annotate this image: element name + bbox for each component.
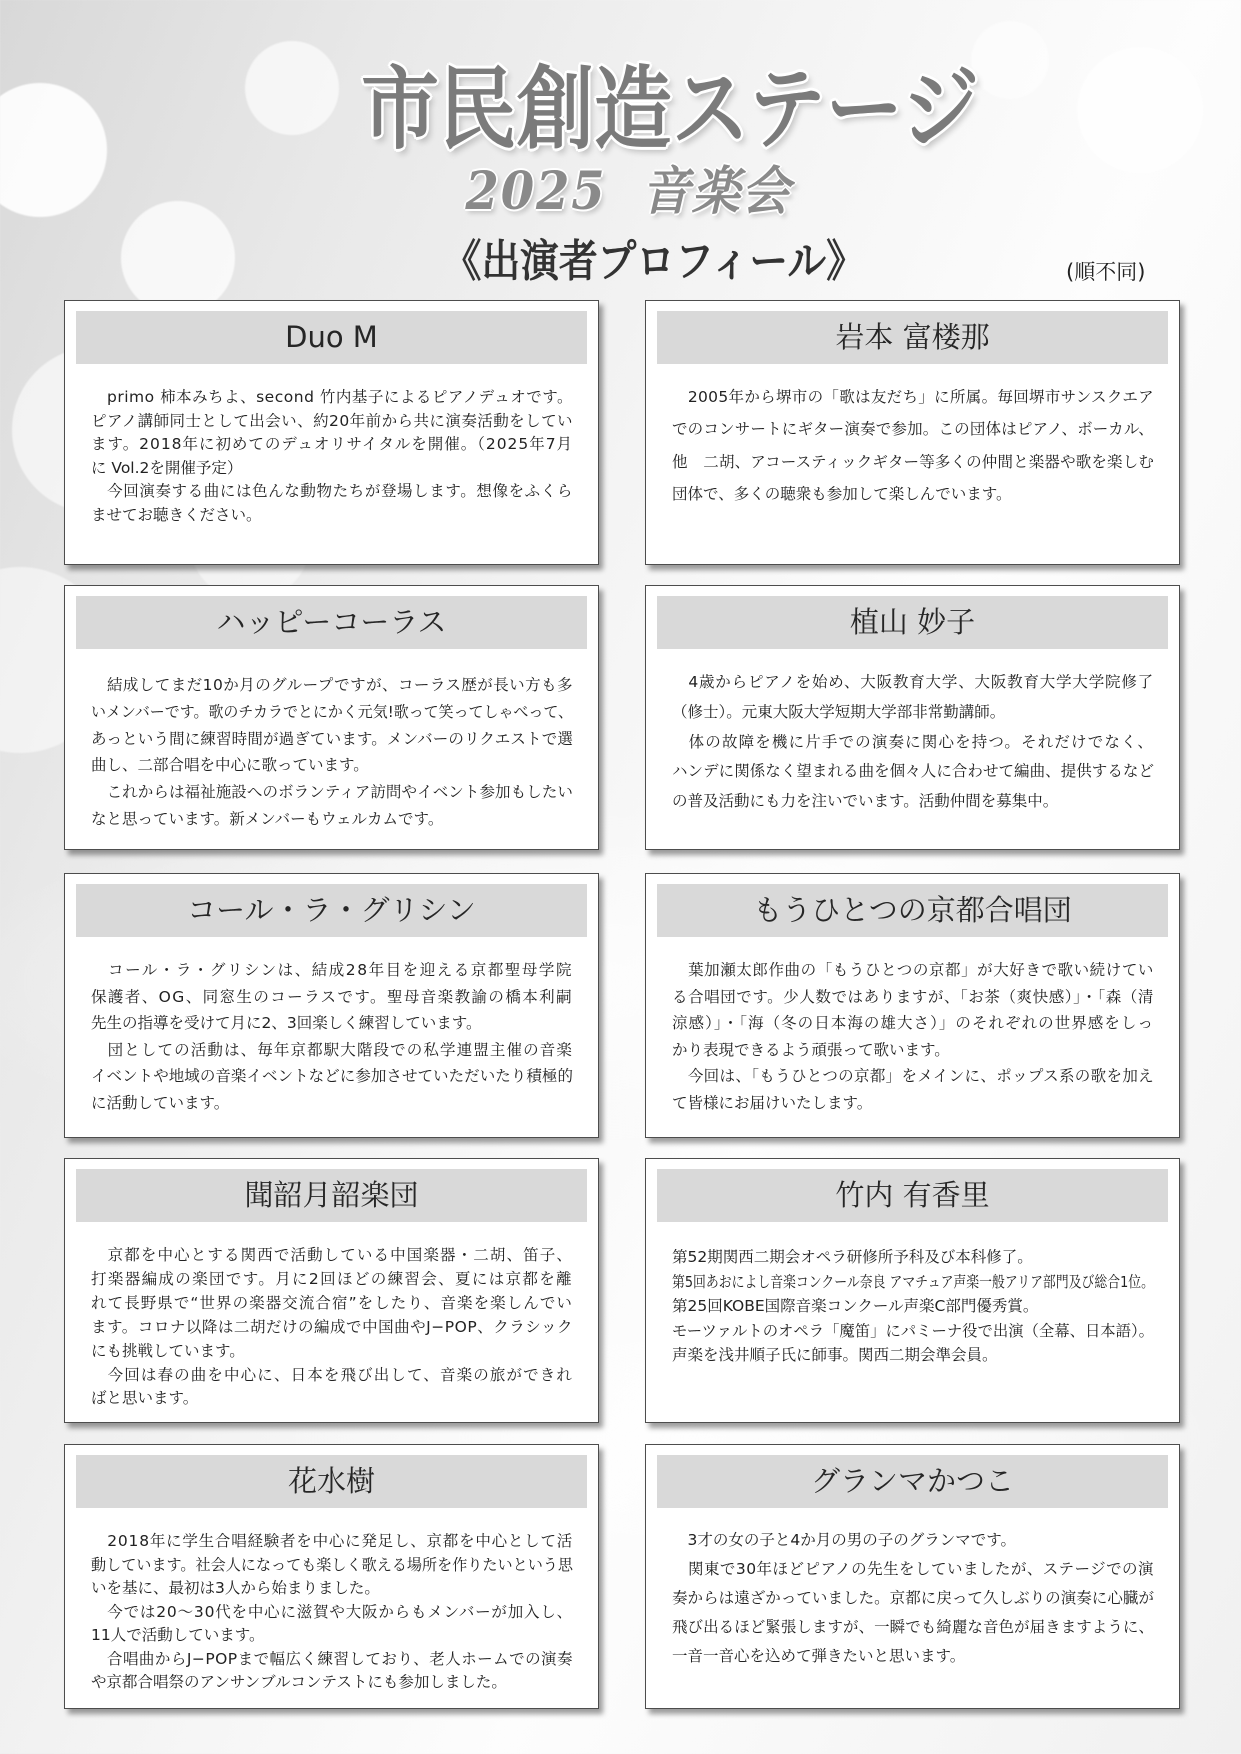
event-title: 市民創造ステージ [361, 57, 980, 162]
profile-text-line [91, 480, 573, 504]
profile-text-line [672, 787, 1154, 817]
profile-text-line-content: 動しています。社会人になっても楽しく歌える場所を作りたいという思 [91, 1555, 573, 1574]
profile-text [91, 386, 573, 528]
profile-card [64, 1158, 599, 1423]
profile-text-line-content: 11人で活動しています。 [91, 1626, 265, 1644]
profile-text-line-content: かり表現できるよう頑張って歌います。 [672, 1040, 950, 1059]
profile-name: 花水樹 [76, 1455, 587, 1508]
profile-text-line [672, 1010, 1154, 1037]
profile-text-line-content: あっという間に練習時間が過ぎています。メンバーのリクエストで選 [91, 729, 573, 748]
profile-text-line-content: 4歳からピアノを始め、大阪教育大学、大阪教育大学大学院修了 [672, 673, 1154, 691]
profile-text-line-content: 飛び出るほど緊張しますが、一瞬でも綺麗な音色が届きますように、 [672, 1618, 1154, 1636]
section-heading: 《出演者プロフィール》 [442, 236, 865, 287]
profile-text-line-content: ませてお聴きください。 [91, 505, 262, 524]
profile-text-line [91, 1316, 573, 1340]
profile-text-line [672, 957, 1154, 984]
profile-text-line [91, 1577, 573, 1601]
profile-text-line [672, 757, 1154, 787]
profile-card [645, 300, 1180, 565]
profile-text-line [91, 1601, 573, 1625]
profile-text-line [672, 478, 1154, 510]
profile-text-line [672, 1319, 1154, 1344]
profile-text-line [91, 1554, 573, 1578]
profile-text-line-content: （修士）。元東大阪大学短期大学部非常勤講師。 [672, 702, 1006, 721]
profile-text-line [672, 984, 1154, 1011]
profile-text-line-content: 声楽を浅井順子氏に師事。関西二期会準会員。 [672, 1346, 998, 1364]
profile-text-line [672, 1584, 1154, 1613]
profile-text-line-content: 京都を中心とする関西で活動している中国楽器・二胡、笛子、 [91, 1246, 573, 1264]
profile-text-line-content: れて長野県で“世界の楽器交流合宿”をしたり、音楽を楽しんでい [91, 1293, 573, 1312]
profile-text-line-content: 今回は春の曲を中心に、日本を飛び出して、音楽の旅ができれ [91, 1365, 573, 1384]
profile-text-line [91, 1244, 573, 1268]
profile-text-line-content: 他 二胡、アコースティックギター等多くの仲間と楽器や歌を楽しむ [672, 452, 1154, 471]
profile-text-line [672, 1090, 1154, 1117]
profile-text-line-content: 今回は、「もうひとつの京都」をメインに、ポップス系の歌を加え [672, 1067, 1154, 1086]
profile-text-line-content: 第25回KOBE国際音楽コンクール声楽C部門優秀賞。 [672, 1297, 1039, 1315]
profile-text-line-content: ます。2018年に初めてのデュオリサイタルを開催。（2025年7月 [91, 435, 573, 454]
profile-name: 聞韶月韶楽団 [76, 1169, 587, 1222]
profile-name: 植山 妙子 [657, 596, 1168, 649]
profile-text-line-content: 打楽器編成の楽団です。月に2回ほどの練習会、夏には京都を離 [91, 1269, 573, 1288]
profile-text-line [672, 668, 1154, 698]
profile-text-line-content: 奏からは遠ざかっていました。京都に戻って久しぶりの演奏に心臓が [672, 1589, 1154, 1607]
profile-text-line [91, 1671, 573, 1695]
profile-card [64, 585, 599, 850]
profile-text-line [672, 1343, 1154, 1368]
profile-text-line-content: の普及活動にも力を注いでいます。活動仲間を募集中。 [672, 792, 1059, 811]
profile-text-line [91, 1292, 573, 1316]
profile-text-line-content: 合唱曲からJ−POPまで幅広く練習しており、老人ホームでの演奏 [91, 1649, 573, 1668]
profile-text-line-content: いを基に、最初は3人から始まりました。 [91, 1579, 380, 1597]
profile-text-line-content: いメンバーです。歌のチカラでとにかく元気!歌って笑ってしゃべって、 [91, 702, 573, 721]
profile-card [64, 1444, 599, 1709]
profile-text-line-content: 関東で30年ほどピアノの先生をしていましたが、ステージでの演 [672, 1560, 1154, 1578]
profile-text-line [91, 1010, 573, 1037]
profile-text-line [91, 984, 573, 1011]
profile-text-line-content: 3才の女の子と4か月の男の子のグランマです。 [672, 1531, 1016, 1549]
profile-text-line-content: モーツァルトのオペラ「魔笛」にパミーナ役で出演（全幕、日本語）。 [672, 1321, 1154, 1340]
profile-text-line [91, 726, 573, 753]
profile-text-line [91, 699, 573, 726]
profile-name: コール・ラ・グリシン [76, 884, 587, 937]
profile-text-line [672, 1270, 1154, 1295]
profile-text [672, 957, 1154, 1117]
profile-card [645, 873, 1180, 1138]
event-subtitle-block [452, 160, 792, 224]
profile-text-line-content: 保護者、OG、同窓生のコーラスです。聖母音楽教諭の橋本利嗣 [91, 987, 573, 1006]
profile-card [645, 1158, 1180, 1423]
profile-text-line-content: ハンデに関係なく望まれる曲を個々人に合わせて編曲、提供するなど [672, 762, 1154, 781]
profile-text-line-content: 2005年から堺市の「歌は友だち」に所属。毎回堺市サンスクエア [672, 388, 1154, 406]
profile-text-line [672, 446, 1154, 478]
profile-text-line-content: に Vol.2を開催予定） [91, 458, 243, 477]
profile-text-line-content: る合唱団です。少人数ではありますが、「お茶（爽快感）」・「森（清 [672, 987, 1154, 1006]
profile-text-line [91, 1624, 573, 1648]
profile-text-line [91, 752, 573, 779]
profile-text-line [91, 1648, 573, 1672]
profile-text-line [672, 1294, 1154, 1319]
profile-text-line [672, 1555, 1154, 1584]
profile-text [672, 381, 1154, 510]
profile-card [645, 1444, 1180, 1709]
profile-text-line [672, 1037, 1154, 1064]
profile-text-line [91, 1387, 573, 1411]
profile-text-line-content: 2018年に学生合唱経験者を中心に発足し、京都を中心として活 [91, 1532, 573, 1550]
profile-text [672, 1526, 1154, 1671]
profile-text-line-content: 体の故障を機に片手での演奏に関心を持つ。それだけでなく、 [672, 732, 1154, 751]
profile-text-line [672, 1613, 1154, 1642]
event-subtitle: 2025 音楽会 [465, 161, 792, 222]
profile-name: Duo M [76, 311, 587, 364]
profile-text-line-content: これからは福祉施設へのボランティア訪問やイベント参加もしたい [91, 783, 573, 802]
profile-text [91, 672, 573, 833]
profile-text-line-content: 曲し、二部合唱を中心に歌っています。 [91, 756, 369, 775]
profile-text-line [91, 504, 573, 528]
profile-name: 岩本 富楼那 [657, 311, 1168, 364]
profile-text-line-content: 団体で、多くの聴衆も参加して楽しんでいます。 [672, 484, 1012, 503]
profile-text-line-content: 今では20〜30代を中心に滋賀や大阪からもメンバーが加入し、 [91, 1602, 573, 1621]
profile-text-line [672, 413, 1154, 445]
profile-text-line-content: て皆様にお届けいたします。 [672, 1093, 873, 1112]
profile-text-line [672, 1642, 1154, 1671]
profile-text-line-content: 団としての活動は、毎年京都駅大階段での私学連盟主催の音楽 [91, 1040, 573, 1059]
profile-text-line [91, 1268, 573, 1292]
profile-text-line [672, 728, 1154, 758]
profile-text-line-content: ます。コロナ以降は二胡だけの編成で中国曲やJ−POP、クラシック [91, 1317, 573, 1336]
profile-text-line [91, 1037, 573, 1064]
profile-text-line-content: 先生の指導を受けて月に2、3回楽しく練習しています。 [91, 1014, 482, 1032]
profile-text-line [91, 433, 573, 457]
profile-text-line [672, 1526, 1154, 1555]
section-heading-block [414, 232, 865, 292]
profile-text-line-content: でのコンサートにギター演奏で参加。この団体はピアノ、ボーカル、 [672, 420, 1154, 439]
profile-text-line [672, 381, 1154, 413]
profile-text-line [91, 457, 573, 481]
profile-text-line [91, 386, 573, 410]
profile-text-line-content: 葉加瀬太郎作曲の「もうひとつの京都」が大好きで歌い続けてい [672, 961, 1154, 979]
profile-text-line-content: に活動しています。 [91, 1093, 230, 1112]
profile-text-line-content: 一音一音心を込めて弾きたいと思います。 [672, 1647, 966, 1665]
profile-text [91, 957, 573, 1116]
profile-text-line [91, 957, 573, 984]
profile-text-line-content: 第52期関西二期会オペラ研修所予科及び本科修了。 [672, 1248, 1033, 1266]
profile-text [672, 1245, 1154, 1368]
profile-text-line-content: 今回演奏する曲には色んな動物たちが登場します。想像をふくら [91, 482, 573, 501]
profile-text-line [91, 1340, 573, 1364]
profile-card [645, 585, 1180, 850]
profile-text-line-content: ピアノ講師同士として出会い、約20年前から共に演奏活動をしてい [91, 411, 573, 430]
profile-name: 竹内 有香里 [657, 1169, 1168, 1222]
profile-name: ハッピーコーラス [76, 596, 587, 649]
profile-text-line-content: や京都合唱祭のアンサンブルコンテストにも参加しました。 [91, 1673, 507, 1691]
profile-card [64, 873, 599, 1138]
profile-name: グランマかつこ [657, 1455, 1168, 1508]
profile-text-line-content: イベントや地域の音楽イベントなどに参加させていただいたり積極的 [91, 1067, 573, 1085]
profile-text-line-content: 結成してまだ10か月のグループですが、コーラス歴が長い方も多 [91, 676, 573, 694]
profile-text-line [672, 1063, 1154, 1090]
profile-text-line-content: primo 柿本みちよ、second 竹内基子によるピアノデュオです。 [91, 388, 573, 406]
profile-text-line [672, 698, 1154, 728]
profile-text-line-content: コール・ラ・グリシンは、結成28年目を迎える京都聖母学院 [91, 961, 573, 979]
profile-text-line [91, 672, 573, 699]
profile-text-line-content: 第5回あおによし音楽コンクール奈良 アマチュア声楽一般アリア部門及び総合1位。 [672, 1272, 1154, 1291]
profile-text-line-content: なと思っています。新メンバーもウェルカムです。 [91, 809, 444, 828]
profile-text-line [91, 1530, 573, 1554]
profile-text [672, 668, 1154, 817]
profile-name: もうひとつの京都合唱団 [657, 884, 1168, 937]
event-title-block [312, 57, 980, 162]
profile-text-line [91, 1090, 573, 1117]
profile-text-line-content: 涼感）」・「海（冬の日本海の雄大さ）」のそれぞれの世界感をしっ [672, 1014, 1154, 1033]
profile-text-line [91, 410, 573, 434]
profile-text [91, 1244, 573, 1411]
profile-text-line [91, 1063, 573, 1090]
profile-text-line-content: にも挑戦しています。 [91, 1341, 245, 1360]
order-note: (順不同) [1066, 260, 1146, 284]
profile-text-line [91, 806, 573, 833]
profile-card [64, 300, 599, 565]
profile-text [91, 1530, 573, 1695]
profile-text-line [91, 1364, 573, 1388]
profile-text-line-content: ばと思います。 [91, 1389, 199, 1408]
profile-text-line [672, 1245, 1154, 1270]
profile-text-line [91, 779, 573, 806]
